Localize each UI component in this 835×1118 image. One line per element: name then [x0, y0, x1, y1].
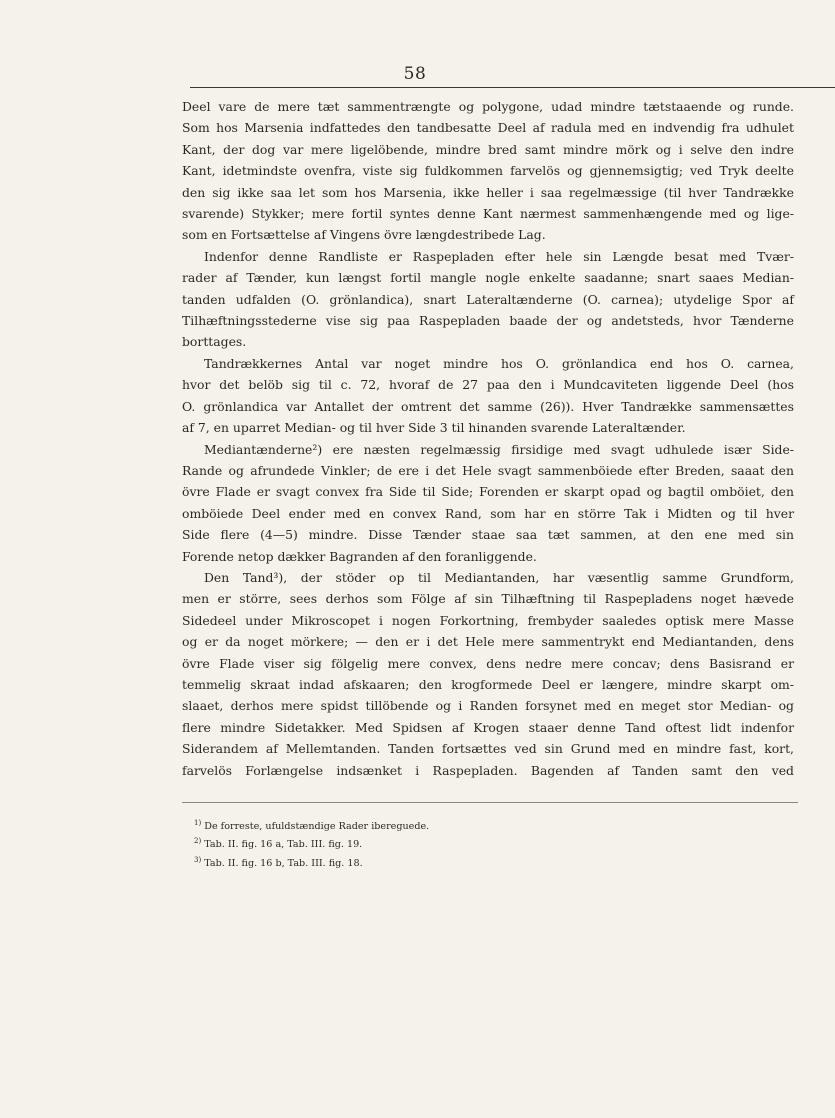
text-line: övre Flade er svagt convex fra Side til Side; Forenden er skarpt opad og bagtil omböiet, den: [182, 484, 794, 500]
text-line: og er da noget mörkere; — den er i det Hele mere sammentrykt end Mediantanden, dens: [182, 634, 794, 650]
text-line: hvor det belöb sig til c. 72, hvoraf de 27 paa den i Mundcaviteten liggende Deel (hos: [182, 377, 794, 393]
text-line: Kant, idetmindste ovenfra, viste sig fuldkommen farvelös og gjennemsigtig; ved Tryk deelte: [182, 163, 794, 179]
text-line: Forende netop dækker Bagranden af den foranliggende.: [182, 548, 537, 564]
text-line: Rande og afrundede Vinkler; de ere i det Hele svagt sammenböiede efter Breden, saaat den: [182, 462, 794, 478]
text-line: övre Flade viser sig fölgelig mere convex, dens nedre mere concav; dens Basisrand er: [182, 655, 794, 671]
text-line: tanden udfalden (O. grönlandica), snart Lateraltænderne (O. carnea); utydelige Spor af: [182, 291, 794, 307]
text-line: Side flere (4—5) mindre. Disse Tænder staae saa tæt sammen, at den ene med sin: [182, 527, 794, 543]
footnote-rule: [182, 802, 798, 803]
footnote-text: Tab. II. fig. 16 a, Tab. III. fig. 19.: [204, 839, 363, 851]
text-line: Siderandem af Mellemtanden. Tanden fortsættes ved sin Grund med en mindre fast, kort,: [182, 741, 794, 757]
paragraph-start: Tandrækkernes Antal var noget mindre hos O. grönlandica end hos O. carnea,: [204, 355, 794, 371]
footnote-mark: 1): [194, 819, 202, 827]
paragraph-start: Indenfor denne Randliste er Raspepladen efter hele sin Længde besat med Tvær-: [204, 248, 794, 264]
text-line: Som hos Marsenia indfattedes den tandbesatte Deel af radula med en indvendig fra udhulet: [182, 120, 794, 136]
text-line: omböiede Deel ender med en convex Rand, som har en större Tak i Midten og til hver: [182, 505, 794, 521]
page-number: 58: [403, 64, 427, 84]
text-line: temmelig skraat indad afskaaren; den krogformede Deel er længere, mindre skarpt om-: [182, 676, 794, 692]
header-rule: [190, 87, 835, 88]
text-line: Deel vare de mere tæt sammentrængte og polygone, udad mindre tætstaaende og runde.: [182, 99, 794, 114]
text-line: som en Fortsættelse af Vingens övre længdestribede Lag.: [182, 227, 546, 243]
paragraph-start: Den Tand³), der stöder op til Mediantanden, har væsentlig samme Grundform,: [204, 569, 794, 585]
text-line: Tilhæftningsstederne vise sig paa Raspepladen baade der og andetsteds, hvor Tænderne: [182, 313, 794, 329]
footnote-mark: 3): [194, 855, 202, 864]
text-line: den sig ikke saa let som hos Marsenia, ikke heller i saa regelmæssige (til hver Tandrække: [182, 184, 794, 200]
paragraph-start: Mediantænderne²) ere næsten regelmæssig firsidige med svagt udhulede især Side-: [204, 441, 794, 457]
text-line: flere mindre Sidetakker. Med Spidsen af Krogen staaer denne Tand oftest lidt indenfor: [182, 719, 794, 735]
footnote-text: De forreste, ufuldstændige Rader ibereguede.: [204, 821, 430, 833]
footnotes: [194, 816, 594, 871]
text-line: rader af Tænder, kun længst fortil mangle nogle enkelte saadanne; snart saaes Median-: [182, 270, 794, 286]
text-line: Sidedeel under Mikroscopet i nogen Forkortning, frembyder saaledes optisk mere Masse: [182, 612, 794, 628]
footnote-1: [194, 816, 594, 834]
text-line: farvelös Forlængelse indsænket i Raspepladen. Bagenden af Tanden samt den ved: [182, 762, 794, 778]
text-line: svarende) Stykker; mere fortil syntes denne Kant nærmest sammenhængende med og lige-: [182, 206, 794, 222]
body-text: [182, 96, 794, 781]
text-line: af 7, en uparret Median- og til hver Side 3 til hinanden svarende Lateraltænder.: [182, 420, 686, 436]
text-line: borttages.: [182, 334, 247, 350]
footnote-text: Tab. II. fig. 16 b, Tab. III. fig. 18.: [204, 857, 363, 869]
footnote-3: [194, 853, 594, 871]
text-line: slaaet, derhos mere spidst tillöbende og i Randen forsynet med en meget stor Median- og: [182, 698, 794, 714]
text-line: O. grönlandica var Antallet der omtrent det samme (26)). Hver Tandrække sammensættes: [182, 398, 794, 414]
text-line: men er större, sees derhos som Fölge af sin Tilhæftning til Raspepladens noget hævede: [182, 591, 794, 607]
footnote-mark: 2): [194, 837, 202, 846]
footnote-2: [194, 834, 594, 852]
text-line: Kant, der dog var mere ligelöbende, mindre bred samt mindre mörk og i selve den indre: [182, 141, 794, 157]
